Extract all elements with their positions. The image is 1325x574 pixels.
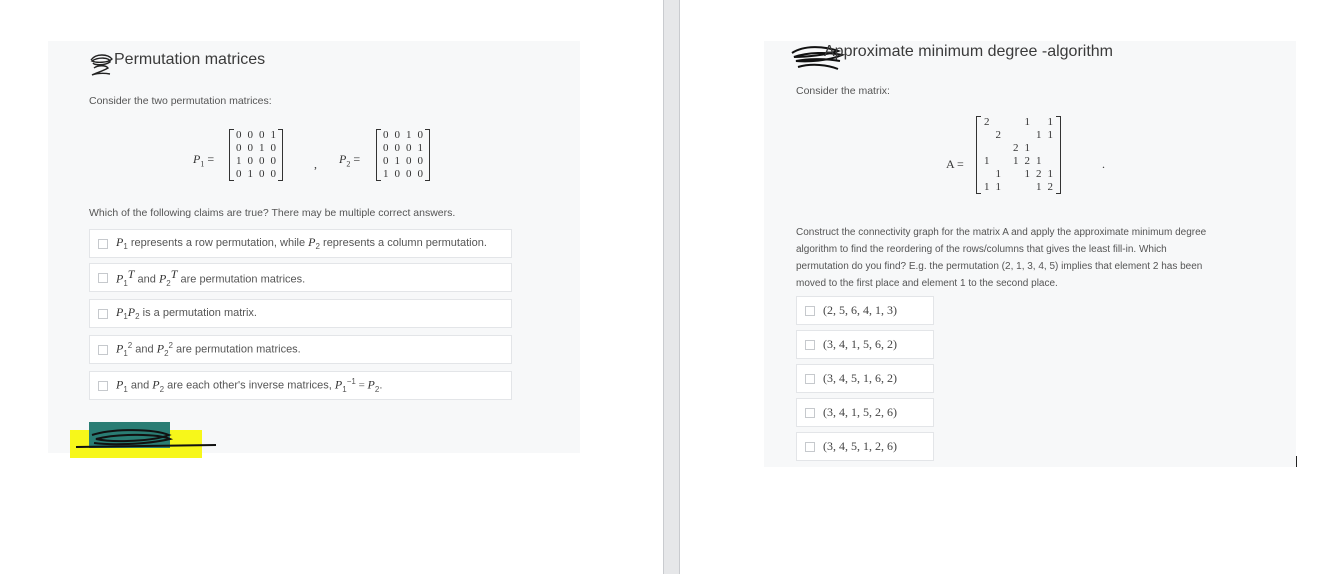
matrix-cell: 2 — [1036, 168, 1042, 180]
question-panel-permutation — [48, 41, 580, 453]
question-description: Construct the connectivity graph for the matrix A and apply the approximate minimum degree algorithm to find the reordering of the rows/columns that gives the least fill-in. Which permutation do you find? E.g. the permutation (2, 1, 3, 4, 5) implies that element 2 has been moved to the first place and element 1 to the second place. — [796, 227, 1207, 289]
matrix-row — [981, 155, 1056, 168]
matrix-cell: 1 — [236, 155, 242, 167]
matrix-cell: 0 — [383, 142, 389, 154]
option-label: (3, 4, 5, 1, 6, 2) — [823, 371, 897, 385]
checkbox[interactable] — [805, 340, 815, 350]
matrix-cell: 0 — [406, 168, 412, 180]
checkbox[interactable] — [805, 408, 815, 418]
option-label: (2, 5, 6, 4, 1, 3) — [823, 303, 897, 317]
checkbox[interactable] — [98, 345, 108, 355]
matrix-row — [380, 142, 426, 155]
option-label: $P_1$ represents a row permutation, while $P_2$ represents a column permutation. — [116, 235, 487, 252]
matrix-cell: 2 — [995, 129, 1001, 141]
option-perm-2[interactable] — [796, 330, 934, 359]
matrix-cell: 0 — [406, 142, 412, 154]
matrix-row — [981, 181, 1056, 194]
matrix-cell: 2 — [1047, 181, 1053, 193]
option-label: (3, 4, 5, 1, 2, 6) — [823, 439, 897, 453]
matrix-cell: 0 — [236, 142, 242, 154]
matrix-cell: 1 — [383, 168, 389, 180]
matrix-cell — [1010, 116, 1022, 129]
option-label: $P_1P_2$ is a permutation matrix. — [116, 305, 257, 322]
matrix-cell: 1 — [1036, 155, 1042, 167]
matrix-row — [380, 129, 426, 142]
matrix-cell: 0 — [406, 155, 412, 167]
matrix-cell: 1 — [984, 181, 990, 193]
matrix-cell: 1 — [270, 129, 276, 141]
matrix-cell — [1045, 155, 1057, 168]
matrix-cell: 1 — [1013, 155, 1019, 167]
option-perm-4[interactable] — [796, 398, 934, 427]
matrix-cell — [1022, 181, 1034, 194]
option-label: (3, 4, 1, 5, 2, 6) — [823, 405, 897, 419]
option-label: $P_1$ and $P_2$ are each other's inverse matrices, $P_1^{-1} = P_2$. — [116, 377, 383, 394]
matrix-cell: 0 — [417, 155, 423, 167]
matrix-cell: 1 — [1036, 181, 1042, 193]
matrix-cell: 1 — [247, 168, 253, 180]
matrix-cell: 0 — [247, 129, 253, 141]
matrix-cell — [1010, 129, 1022, 142]
matrix-cell — [1033, 116, 1045, 129]
matrix-cell: 0 — [259, 168, 265, 180]
matrix-row — [233, 155, 279, 168]
matrix-cell: 1 — [1047, 168, 1053, 180]
matrix-cell — [1022, 129, 1034, 142]
matrix-cell: 1 — [1047, 129, 1053, 141]
matrix-cell: 1 — [1024, 116, 1030, 128]
matrix-cell: 0 — [394, 129, 400, 141]
option-transposes-permutation[interactable] — [89, 263, 512, 292]
matrix-cell: 0 — [394, 168, 400, 180]
checkbox[interactable] — [805, 442, 815, 452]
option-label: (3, 4, 1, 5, 6, 2) — [823, 337, 897, 351]
p1-matrix — [229, 129, 283, 181]
matrix-cell — [993, 142, 1005, 155]
option-inverse-matrices[interactable] — [89, 371, 512, 400]
matrix-cell: 0 — [270, 142, 276, 154]
checkbox[interactable] — [98, 239, 108, 249]
matrix-row — [380, 155, 426, 168]
option-label: $P_1^2$ and $P_2^2$ are permutation matrices. — [116, 341, 301, 358]
checkbox[interactable] — [805, 374, 815, 384]
option-product-permutation[interactable] — [89, 299, 512, 328]
matrix-cell: 0 — [236, 168, 242, 180]
matrix-cell — [981, 142, 993, 155]
scribbled-out-icon — [88, 51, 116, 79]
matrix-cell: 0 — [236, 129, 242, 141]
matrix-cell — [993, 155, 1005, 168]
checkbox[interactable] — [98, 309, 108, 319]
matrix-cell — [1033, 142, 1045, 155]
checkbox[interactable] — [98, 381, 108, 391]
matrix-period: . — [1102, 157, 1105, 171]
matrix-cell: 0 — [270, 155, 276, 167]
matrix-cell: 1 — [1024, 142, 1030, 154]
matrix-cell: 1 — [417, 142, 423, 154]
option-perm-3[interactable] — [796, 364, 934, 393]
matrix-cell: 1 — [995, 181, 1001, 193]
matrix-cell: 1 — [1047, 116, 1053, 128]
matrix-cell: 0 — [383, 155, 389, 167]
option-squares-permutation[interactable] — [89, 335, 512, 364]
matrix-cell — [1045, 142, 1057, 155]
matrix-cell — [993, 116, 1005, 129]
a-matrix — [976, 116, 1061, 194]
matrix-cell: 1 — [394, 155, 400, 167]
matrix-cell: 1 — [1036, 129, 1042, 141]
matrix-cell: 0 — [259, 155, 265, 167]
matrix-row — [981, 129, 1056, 142]
redacted-button — [74, 425, 219, 455]
matrix-cell: 1 — [984, 155, 990, 167]
option-perm-1[interactable] — [796, 296, 934, 325]
question-title: Approximate minimum degree -algorithm — [824, 43, 1113, 60]
matrix-cell: 0 — [259, 129, 265, 141]
matrix-cell: 0 — [247, 142, 253, 154]
matrix-cell: 0 — [270, 168, 276, 180]
matrix-cell: 0 — [247, 155, 253, 167]
pane-divider[interactable] — [663, 0, 680, 574]
matrix-row — [233, 142, 279, 155]
matrix-cell — [1010, 168, 1022, 181]
p2-matrix — [376, 129, 430, 181]
checkbox[interactable] — [805, 306, 815, 316]
option-row-column-permutation[interactable] — [89, 229, 512, 258]
matrix-separator: , — [314, 157, 317, 171]
matrix-row — [233, 129, 279, 142]
matrix-row — [981, 168, 1056, 181]
matrix-cell — [981, 129, 993, 142]
matrix-cell: 2 — [1024, 155, 1030, 167]
matrix-cell: 1 — [259, 142, 265, 154]
matrix-row — [380, 168, 426, 181]
a-label: A = — [946, 157, 964, 171]
p1-label: $P_1$ = — [193, 152, 215, 169]
text-cursor — [1296, 456, 1297, 467]
question-panel-amd — [764, 41, 1296, 467]
matrix-cell — [981, 168, 993, 181]
checkbox[interactable] — [98, 273, 108, 283]
matrix-cell: 2 — [984, 116, 990, 128]
matrix-cell: 1 — [1024, 168, 1030, 180]
matrix-cell: 0 — [417, 129, 423, 141]
question-title: Permutation matrices — [114, 51, 266, 68]
matrix-cell: 1 — [406, 129, 412, 141]
matrix-cell: 2 — [1013, 142, 1019, 154]
matrix-row — [233, 168, 279, 181]
matrix-cell: 0 — [417, 168, 423, 180]
question-intro: Consider the two permutation matrices: — [89, 95, 272, 107]
option-perm-5[interactable] — [796, 432, 934, 461]
matrix-row — [981, 142, 1056, 155]
question-prompt: Which of the following claims are true? There may be multiple correct answers. — [89, 207, 456, 219]
matrix-cell: 0 — [394, 142, 400, 154]
matrix-cell: 1 — [995, 168, 1001, 180]
matrix-cell — [1010, 181, 1022, 194]
question-intro: Consider the matrix: — [796, 85, 890, 97]
option-label: $P_1^T$ and $P_2^T$ are permutation matrices. — [116, 267, 306, 288]
matrix-row — [981, 116, 1056, 129]
matrix-cell: 0 — [383, 129, 389, 141]
p2-label: $P_2$ = — [339, 152, 361, 169]
